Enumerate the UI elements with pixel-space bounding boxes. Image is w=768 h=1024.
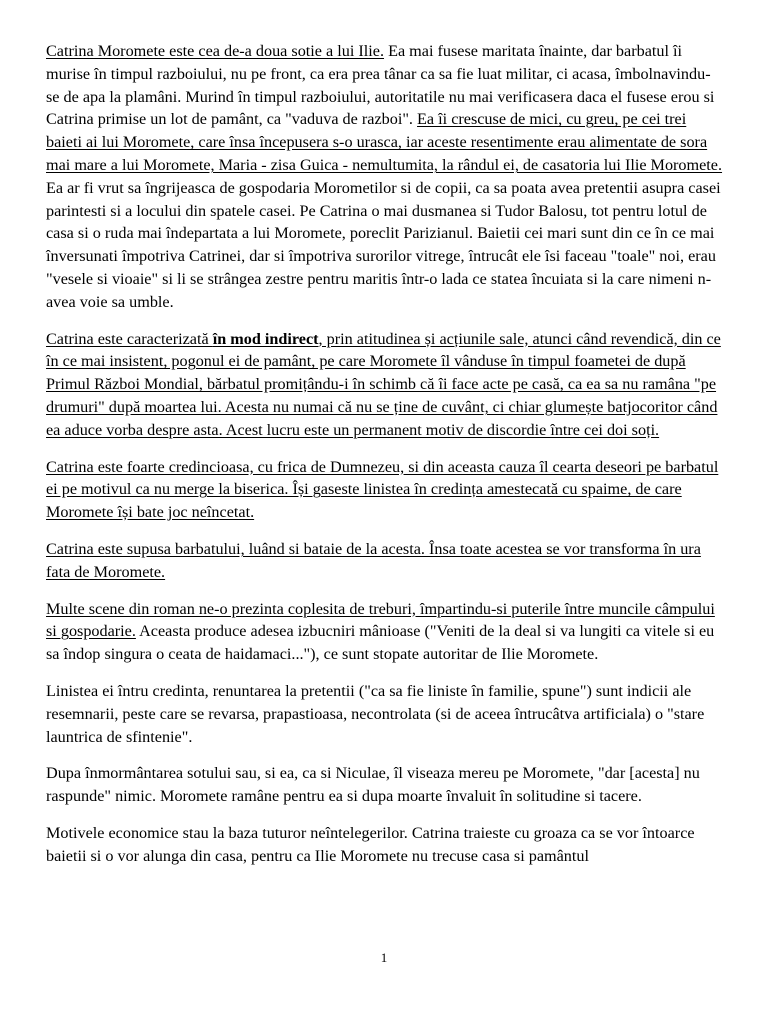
page-number: 1 [380, 950, 388, 965]
text-run: Dupa înmormântarea sotului sau, si ea, ca si Niculae, îl viseaza mereu pe Moromete, "dar [acesta] nu raspunde" nimic. Moromete ramâne pentru ea si dupa moarte învaluit în solitudine si tacere. [46, 764, 700, 806]
underlined-text-run: Catrina este supusa barbatului, luând si bataie de la acesta. Însa toate acestea se vor transforma în ura fata de Moromete. [46, 539, 701, 581]
underlined-text-run: în mod indirect [212, 329, 319, 348]
underlined-text-run: Catrina este caracterizată [46, 329, 213, 348]
paragraph [46, 40, 724, 314]
text-run: Ea mai fusese maritata înainte, dar barbatul îi murise în timpul razboiului, nu pe front, ca era prea tânar ca sa fie luat militar, ci acasa, îmbolnavindu-se de apa la plamâni. Murind în timpul razboiului, autoritatile nu mai verificasera daca el fusese erou si Catrina primise un lot de pamânt, ca "vaduva de razboi". [46, 42, 715, 129]
underlined-text-run: , prin atitudinea și acțiunile sale, atunci când revendică, din ce în ce mai insistent, pogonul ei de pamânt, pe care Moromete îl vânduse în timpul foametei de după Primul Război Mondial, bărbatul promițându-i în schimb că îi face acte pe casă, ca ea sa nu ramâna "pe drumuri" după moartea lui. Acesta nu numai că nu se ține de cuvânt, ci chiar glumește batjocoritor când ea aduce vorba despre asta. Acest lucru este un permanent motiv de discordie între cei doi soți. [46, 329, 721, 439]
underlined-text-run: Catrina este foarte credincioasa, cu frica de Dumnezeu, si din aceasta cauza îl cearta deseori pe barbatul ei pe motivul ca nu merge la biserica. Își gaseste linistea în credința amestecată cu spaime, de care Moromete își bate joc neîncetat. [46, 457, 719, 522]
text-run: Aceasta produce adesea izbucniri mânioase ("Veniti de la deal si va lungiti ca vitele si eu sa îndop singura o ceata de haidamaci..."), ce sunt stopate autoritar de Ilie Moromete. [46, 622, 715, 664]
paragraph [46, 328, 724, 442]
document-body [46, 40, 724, 868]
text-run: Motivele economice stau la baza tuturor neîntelegerilor. Catrina traieste cu groaza ca se vor întoarce baietii si o vor alunga din casa, pentru ca Ilie Moromete nu trecuse casa si pamântul [46, 823, 695, 865]
underlined-text-run: Catrina Moromete este cea de-a doua sotie a lui Ilie. [46, 42, 385, 60]
paragraph [46, 538, 724, 584]
paragraph [46, 822, 724, 868]
paragraph [46, 680, 724, 748]
paragraph [46, 598, 724, 666]
paragraph [46, 456, 724, 524]
underlined-text-run: Multe scene din roman ne-o prezinta coplesita de treburi, împartindu-si puterile între muncile câmpului si gospodarie. [46, 599, 715, 641]
paragraph [46, 762, 724, 808]
text-run: Linistea ei întru credinta, renuntarea la pretentii ("ca sa fie liniste în familie, spune") sunt indicii ale resemnarii, peste care se revarsa, prapastioasa, necontrolata (si de aceea întrucâtva artificiala) o "stare launtrica de sfintenie". [46, 681, 705, 746]
underlined-text-run: Ea îi crescuse de mici, cu greu, pe cei trei baieti ai lui Moromete, care însa începusera s-o urasca, iar aceste resentimente erau alimentate de sora mai mare a lui Moromete, Maria - zisa Guica - nemultumita, la rândul ei, de casatoria lui Ilie Moromete. [46, 110, 723, 174]
text-run: Ea ar fi vrut sa îngrijeasca de gospodaria Morometilor si de copii, ca sa poata avea pretentii asupra casei parintesti si a locului din spatele casei. Pe Catrina o mai dusmanea si Tudor Balosu, tot pentru lotul de casa si o ruda mai îndepartata a lui Moromete, poreclit Parizianul. Baietii cei mari sunt din ce în ce mai înversunati împotriva Catrinei, dar si împotriva surorilor vitrege, întrucât ele îsi faceau "toale" noi, erau "vesele si vioaie" si li se strângea zestre pentru maritis într-o lada ce statea încuiata si la care nimeni n-avea voie sa umble. [46, 178, 721, 311]
